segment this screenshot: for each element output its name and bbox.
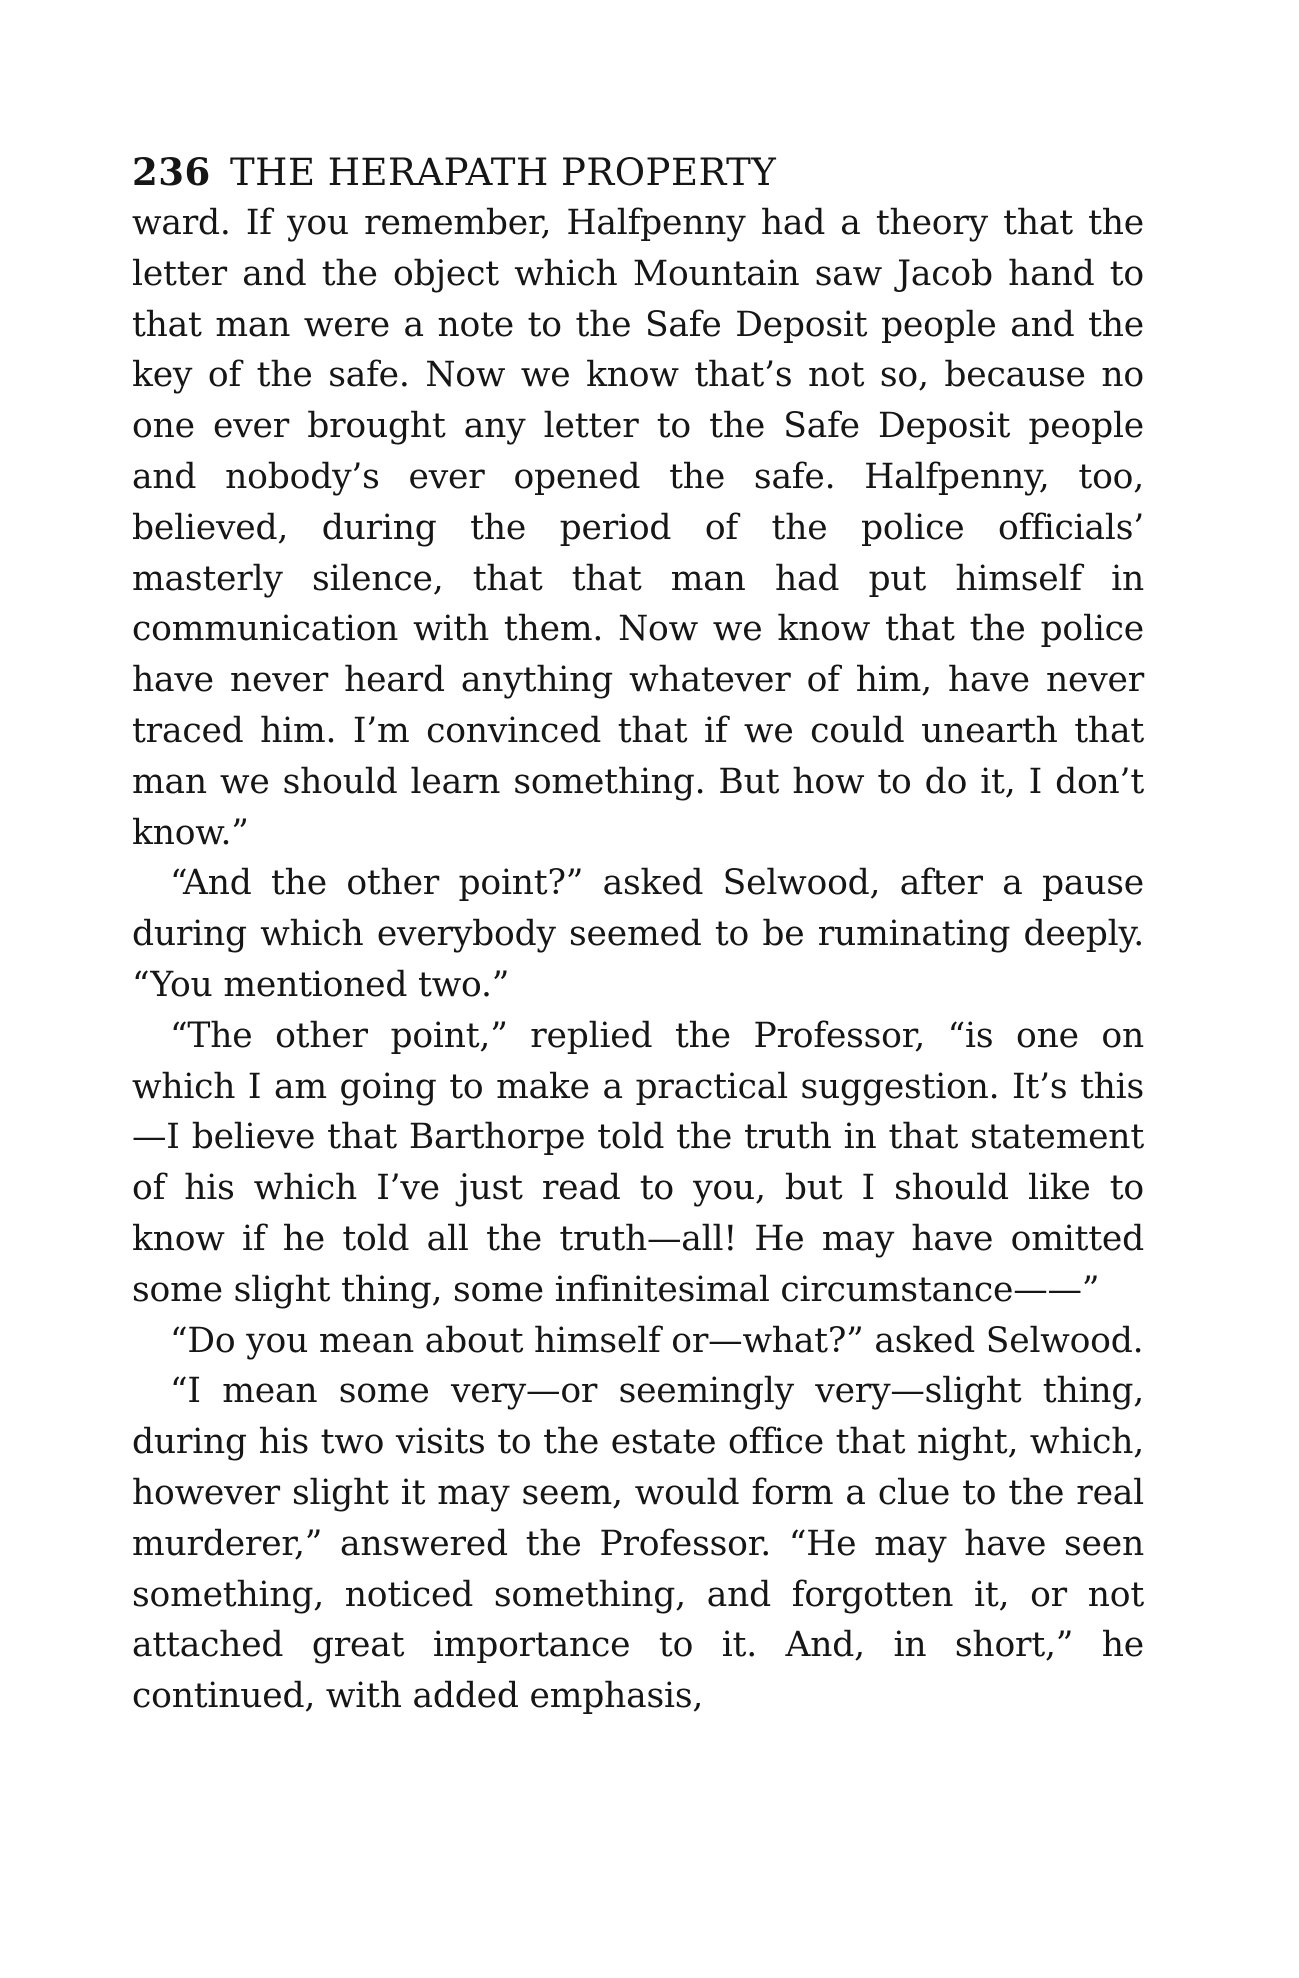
book-title: THE HERAPATH PROPERTY <box>230 151 777 194</box>
book-page <box>132 148 1144 1722</box>
page-number: 236 <box>132 150 211 194</box>
paragraph: “Do you mean about himself or—what?” asked Selwood. <box>170 1320 1144 1361</box>
paragraph-continued: ward. If you remember, Halfpenny had a theory that the letter and the object which Mountain saw Jacob hand to that man were a note to the Safe Deposit people and the key of the safe. Now we know that’s not so, because no one ever brought any letter to the Safe Deposit people and nobody’s ever opened the safe. Halfpenny, too, believed, during the period of the police officials’ masterly silence, that that man had put himself in communication with them. Now we know that the police have never heard anything whatever of him, have never traced him. I’m convinced that if we could unearth that man we should learn something. But how to do it, I don’t know.” <box>132 203 1144 853</box>
body-text <box>132 198 1144 1722</box>
paragraph: “I mean some very—or seemingly very—slight thing, during his two visits to the estate office that night, which, however slight it may seem, would form a clue to the real murderer,” answered the Professor. “He may have seen something, noticed something, and forgotten it, or not attached great importance to it. And, in short,” he continued, with added emphasis, <box>132 1371 1144 1717</box>
running-head <box>132 148 1144 198</box>
paragraph: “And the other point?” asked Selwood, after a pause during which everybody seemed to be ruminating deeply. “You mentioned two.” <box>132 863 1144 1005</box>
paragraph: “The other point,” replied the Professor, “is one on which I am going to make a practical suggestion. It’s this—I believe that Barthorpe told the truth in that statement of his which I’ve just read to you, but I should like to know if he told all the truth—all! He may have omitted some slight thing, some infinitesimal circumstance——” <box>132 1015 1144 1310</box>
